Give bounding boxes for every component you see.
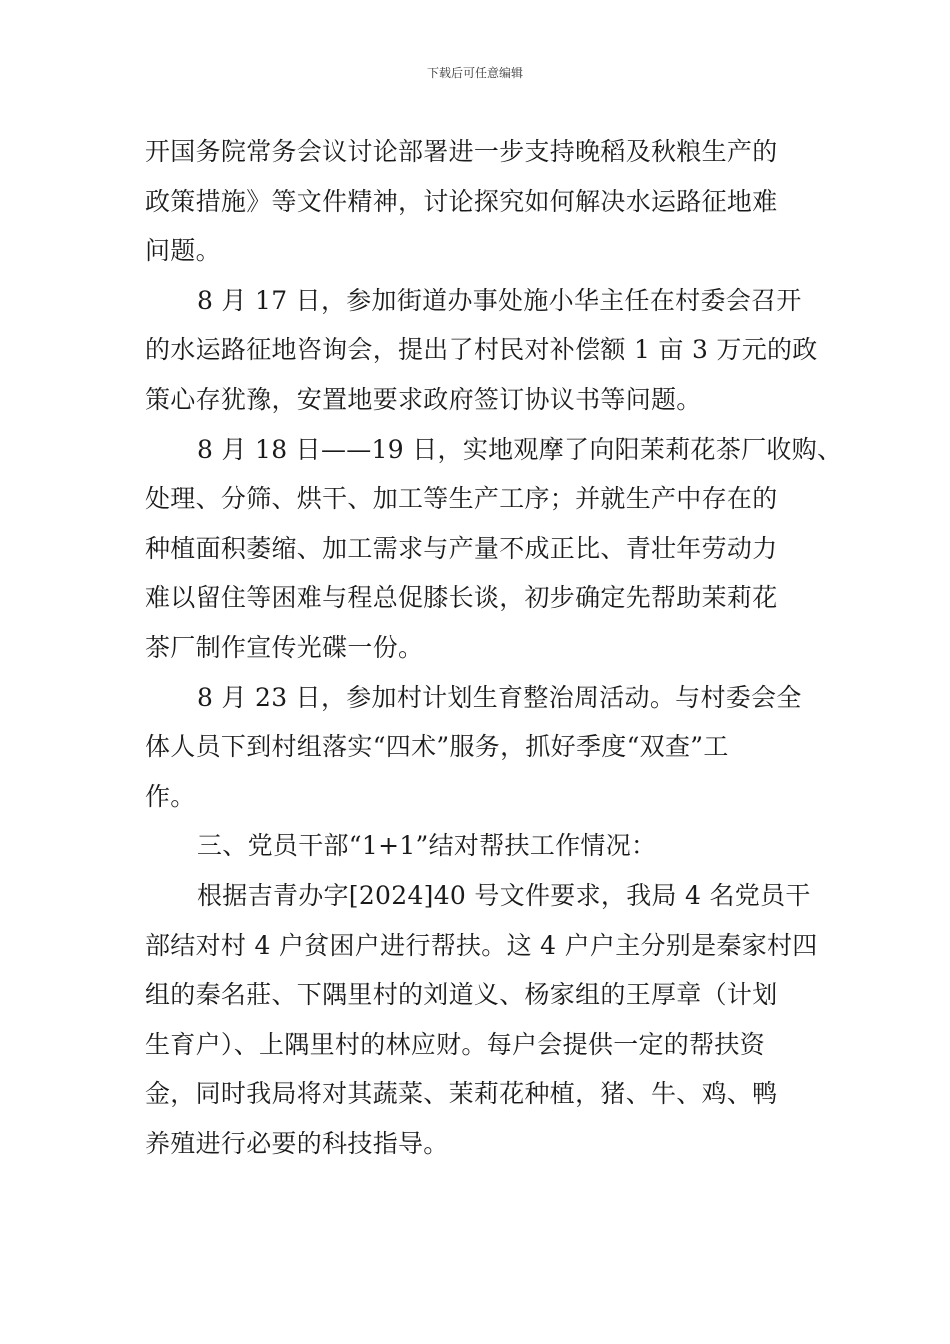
text-line: 生育户）、上隅里村的林应财。每户会提供一定的帮扶资 bbox=[145, 1029, 766, 1059]
paragraph bbox=[145, 276, 818, 425]
text-line: 开国务院常务会议讨论部署进一步支持晚稻及秋粮生产的 bbox=[145, 137, 778, 166]
text-line: 问题。 bbox=[145, 236, 221, 266]
text-line: 8 月 18 日——19 日，实地观摩了向阳茉莉花茶厂收购、 bbox=[197, 434, 843, 464]
text-line: 体人员下到村组落实“四术”服务，抓好季度“双查”工 bbox=[145, 732, 729, 762]
text-line: 8 月 23 日，参加村计划生育整治周活动。与村委会全 bbox=[197, 682, 802, 712]
text-line: 部结对村 4 户贫困户进行帮扶。这 4 户户主分别是秦家村四 bbox=[145, 930, 818, 960]
text-line: 组的秦名莊、下隅里村的刘道义、杨家组的王厚章（计划 bbox=[145, 980, 778, 1010]
paragraph bbox=[145, 425, 843, 673]
text-line: 作。 bbox=[145, 781, 196, 811]
text-line: 金，同时我局将对其蔬菜、茉莉花种植，猪、牛、鸡、鸭 bbox=[145, 1079, 778, 1109]
document-body bbox=[145, 127, 843, 1168]
text-line: 策心存犹豫，安置地要求政府签订协议书等问题。 bbox=[145, 384, 702, 414]
text-line: 种植面积萎缩、加工需求与产量不成正比、青壮年劳动力 bbox=[145, 533, 778, 563]
section-heading bbox=[145, 821, 809, 871]
paragraph bbox=[145, 673, 809, 822]
text-line: 政策措施》等文件精神，讨论探究如何解决水运路征地难 bbox=[145, 186, 778, 216]
text-line: 三、党员干部“1+1”结对帮扶工作情况： bbox=[197, 831, 657, 861]
paragraph bbox=[145, 871, 818, 1169]
text-line: 难以留住等困难与程总促膝长谈，初步确定先帮助茉莉花 bbox=[145, 583, 778, 613]
text-line: 的水运路征地咨询会，提出了村民对补偿额 1 亩 3 万元的政 bbox=[145, 335, 818, 365]
text-line: 养殖进行必要的科技指导。 bbox=[145, 1128, 449, 1158]
text-line: 茶厂制作宣传光碟一份。 bbox=[145, 632, 424, 662]
paragraph bbox=[145, 127, 809, 276]
text-line: 8 月 17 日，参加街道办事处施小华主任在村委会召开 bbox=[197, 285, 802, 315]
text-line: 处理、分筛、烘干、加工等生产工序；并就生产中存在的 bbox=[145, 484, 778, 514]
text-line: 根据吉青办字[2024]40 号文件要求，我局 4 名党员干 bbox=[197, 880, 811, 910]
page-header-note: 下载后可任意编辑 bbox=[426, 66, 523, 80]
